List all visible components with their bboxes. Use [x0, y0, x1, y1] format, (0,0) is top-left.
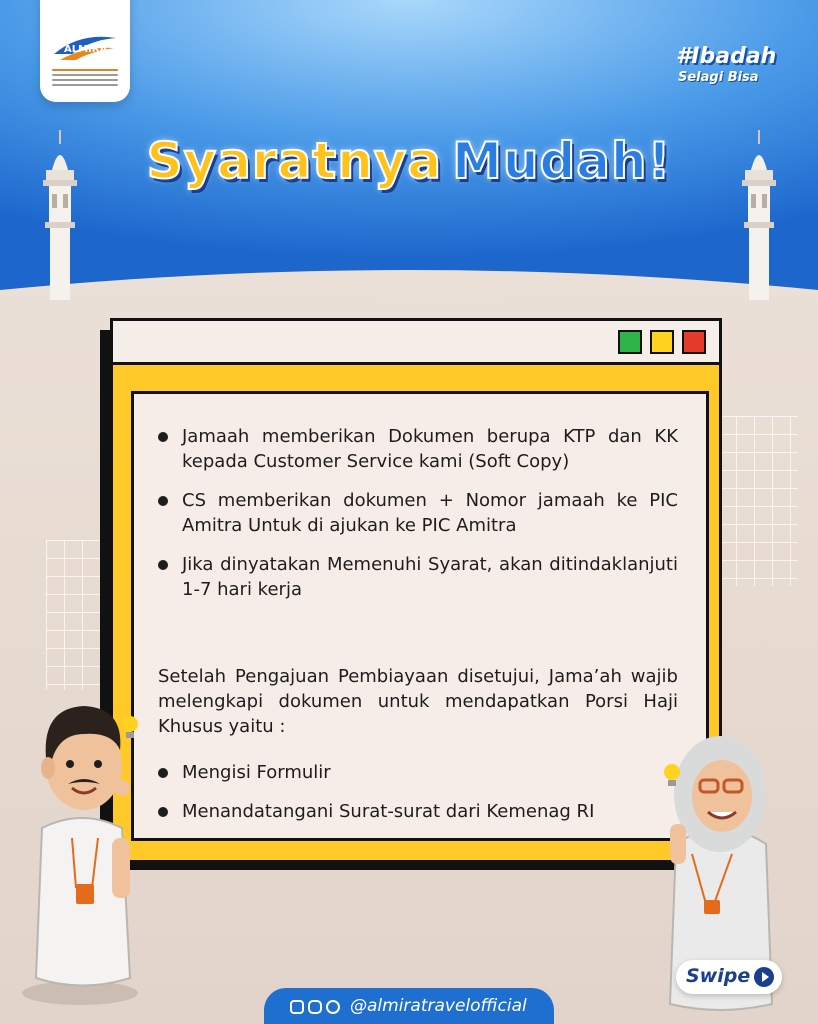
social-bar	[264, 988, 554, 1024]
tiktok-icon	[326, 1000, 340, 1014]
instagram-icon	[290, 1000, 304, 1014]
logo-text: ALMIRA	[64, 44, 108, 55]
swipe-label: Swipe	[686, 965, 751, 987]
list-item: Jamaah memberikan Dokumen berupa KTP dan KK kepada Customer Service kami (Soft Copy)	[158, 424, 678, 474]
window-body	[113, 365, 719, 860]
window-title-bar	[113, 321, 719, 365]
almira-logo-icon	[50, 30, 120, 64]
list-item: Jika dinyatakan Memenuhi Syarat, akan ditindaklanjuti 1-7 hari kerja	[158, 552, 678, 602]
hashtag-sub: Selagi Bisa	[678, 70, 759, 85]
male-pilgrim-illustration	[12, 688, 152, 1008]
swipe-button[interactable]	[676, 960, 782, 994]
close-icon	[682, 330, 706, 354]
list-item: Menandatangani Surat-surat dari Kemenag RI	[158, 799, 678, 824]
youtube-icon	[308, 1000, 322, 1014]
logo-subtext	[48, 66, 122, 89]
approval-note: Setelah Pengajuan Pembiayaan disetujui, Jama’ah wajib melengkapi dokumen untuk mendapatkan Porsi Haji Khusus yaitu :	[158, 666, 678, 737]
grid-decoration-right	[718, 416, 798, 586]
steps-list	[158, 424, 678, 616]
play-arrow-icon	[754, 967, 774, 987]
headline-part-2: Mudah!	[452, 132, 672, 190]
hashtag-main: #Ibadah	[676, 44, 777, 69]
social-handle: @almiratravelofficial	[350, 996, 527, 1016]
list-item: Mengisi Formulir	[158, 760, 678, 785]
brand-logo-card	[40, 0, 130, 102]
headline-part-1: Syaratnya	[146, 132, 443, 190]
info-window	[110, 318, 722, 863]
maximize-icon	[618, 330, 642, 354]
minimize-icon	[650, 330, 674, 354]
hashtag-badge	[642, 44, 777, 94]
list-item: CS memberikan dokumen + Nomor jamaah ke PIC Amitra Untuk di ajukan ke PIC Amitra	[158, 488, 678, 538]
content-card	[131, 391, 709, 841]
headline	[0, 132, 818, 190]
requirements-list	[158, 760, 678, 838]
